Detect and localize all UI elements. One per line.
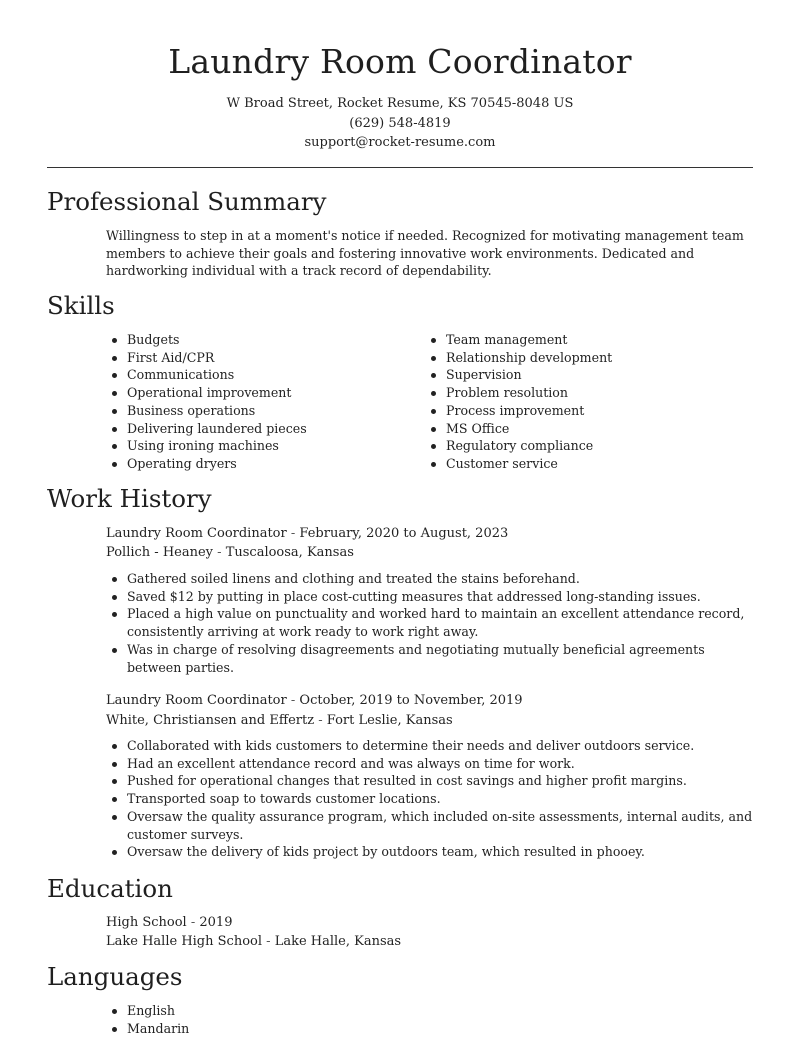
job-company-line	[106, 711, 453, 731]
job-company: Pollich - Heaney	[106, 545, 214, 560]
skill-item: Delivering laundered pieces	[106, 420, 406, 438]
skill-item: Operational improvement	[106, 384, 406, 402]
job-title: Laundry Room Coordinator	[106, 693, 287, 708]
job-bullet: Transported soap to towards customer locations.	[106, 790, 756, 808]
language-item: Mandarin	[106, 1020, 406, 1037]
resume-name: Laundry Room Coordinator	[168, 42, 632, 81]
education-location: Lake Halle, Kansas	[274, 934, 402, 949]
education-degree-line	[106, 913, 232, 933]
job-title-line	[106, 524, 508, 544]
skills-heading: Skills	[47, 291, 115, 320]
job-title-line	[106, 691, 523, 711]
skill-item: Regulatory compliance	[425, 437, 745, 455]
skill-item: Problem resolution	[425, 384, 745, 402]
skill-item: Budgets	[106, 331, 406, 349]
skill-item: Customer service	[425, 455, 745, 473]
job-bullet: Pushed for operational changes that resulted in cost savings and higher profit margins.	[106, 772, 756, 790]
job-company: White, Christiansen and Effertz	[106, 713, 315, 728]
job-bullet: Oversaw the quality assurance program, which included on-site assessments, internal audits, and customer surveys.	[106, 808, 756, 843]
job-dates: October, 2019 to November, 2019	[299, 693, 523, 708]
skill-item: Operating dryers	[106, 455, 406, 473]
education-year: 2019	[199, 915, 233, 930]
education-school: Lake Halle High School	[106, 934, 263, 949]
skill-item: Relationship development	[425, 349, 745, 367]
languages-list	[106, 1002, 406, 1037]
job-bullet: Was in charge of resolving disagreements and negotiating mutually beneficial agreements between parties.	[106, 641, 756, 676]
education-heading: Education	[47, 874, 173, 903]
contact-block	[0, 94, 800, 153]
education-school-line	[106, 932, 401, 952]
skill-item: MS Office	[425, 420, 745, 438]
separator: -	[213, 545, 226, 560]
job-bullet: Gathered soiled linens and clothing and treated the stains beforehand.	[106, 570, 756, 588]
separator: -	[262, 934, 275, 949]
language-item: English	[106, 1002, 406, 1020]
job-location: Fort Leslie, Kansas	[326, 713, 453, 728]
job-bullet: Collaborated with kids customers to determine their needs and deliver outdoors service.	[106, 737, 756, 755]
skill-item: Team management	[425, 331, 745, 349]
skill-item: Using ironing machines	[106, 437, 406, 455]
separator: -	[186, 915, 200, 930]
skills-list-left	[106, 331, 406, 473]
work-heading: Work History	[47, 484, 212, 513]
job-bullets	[106, 570, 756, 676]
education-degree: High School	[106, 915, 187, 930]
job-dates: February, 2020 to August, 2023	[299, 526, 509, 541]
contact-email: support@rocket-resume.com	[304, 135, 496, 150]
skill-item: First Aid/CPR	[106, 349, 406, 367]
contact-address: W Broad Street, Rocket Resume, KS 70545-8048 US	[226, 96, 574, 111]
job-company-line	[106, 543, 354, 563]
header-divider	[47, 167, 753, 168]
separator: -	[286, 526, 300, 541]
languages-heading: Languages	[47, 962, 183, 991]
job-title: Laundry Room Coordinator	[106, 526, 287, 541]
separator: -	[314, 713, 327, 728]
job-bullets	[106, 737, 756, 861]
separator: -	[286, 693, 300, 708]
job-bullet: Had an excellent attendance record and was always on time for work.	[106, 755, 756, 773]
skill-item: Supervision	[425, 366, 745, 384]
skill-item: Process improvement	[425, 402, 745, 420]
job-bullet: Placed a high value on punctuality and worked hard to maintain an excellent attendance record, consistently arriving at work ready to work right away.	[106, 605, 756, 640]
job-bullet: Oversaw the delivery of kids project by outdoors team, which resulted in phooey.	[106, 843, 756, 861]
skill-item: Business operations	[106, 402, 406, 420]
skills-list-right	[425, 331, 745, 473]
job-location: Tuscaloosa, Kansas	[225, 545, 354, 560]
summary-heading: Professional Summary	[47, 187, 327, 216]
summary-text: Willingness to step in at a moment's notice if needed. Recognized for motivating management team members to achieve their goals and fostering innovative work environments. Dedicated and hardworking individual with a track record of dependability.	[106, 228, 744, 279]
contact-phone: (629) 548-4819	[349, 115, 451, 131]
skill-item: Communications	[106, 366, 406, 384]
job-bullet: Saved $12 by putting in place cost-cutting measures that addressed long-standing issues.	[106, 588, 756, 606]
